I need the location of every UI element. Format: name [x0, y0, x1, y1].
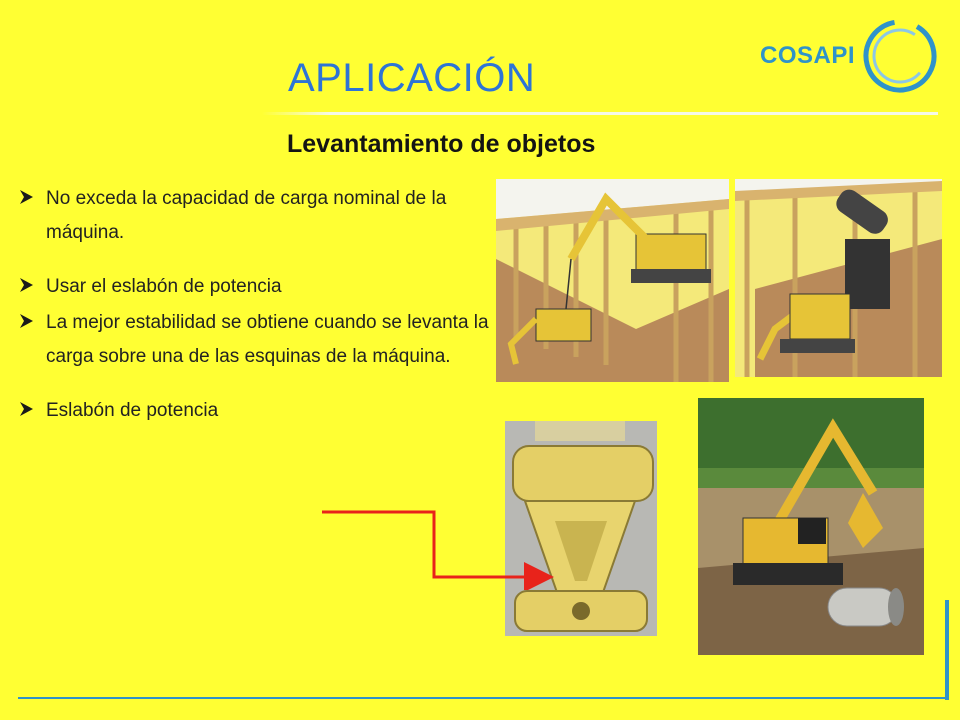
arrowhead-bullet-icon [18, 395, 38, 423]
arrowhead-bullet-icon [18, 183, 38, 211]
bullet-text: Usar el eslabón de potencia [46, 276, 282, 297]
excavator-trench-illustration-2 [735, 179, 942, 377]
title-divider [262, 112, 938, 115]
slide-frame-right [945, 600, 949, 700]
slide-frame-bottom [18, 697, 948, 699]
cosapi-ring-logo-icon [858, 14, 942, 98]
bullet-list [18, 182, 498, 428]
bullet-item [18, 270, 498, 304]
bullet-text: No exceda la capacidad de carga nominal de la máquina. [46, 188, 447, 243]
excavator-trench-illustration-1 [496, 179, 729, 382]
slide-title: APLICACIÓN [288, 56, 536, 100]
bullet-item [18, 306, 498, 374]
arrowhead-bullet-icon [18, 307, 38, 335]
excavator-pipe-lift-photo [698, 398, 924, 655]
bullet-item [18, 394, 498, 428]
red-pointer-arrow [320, 500, 560, 590]
bullet-item [18, 182, 498, 250]
arrowhead-bullet-icon [18, 271, 38, 299]
bullet-text: La mejor estabilidad se obtiene cuando se levanta la carga sobre una de las esquinas de la máquina. [46, 312, 489, 367]
logo-text: COSAPI [760, 42, 856, 69]
slide-subtitle: Levantamiento de objetos [287, 130, 596, 158]
bullet-text: Eslabón de potencia [46, 400, 219, 421]
